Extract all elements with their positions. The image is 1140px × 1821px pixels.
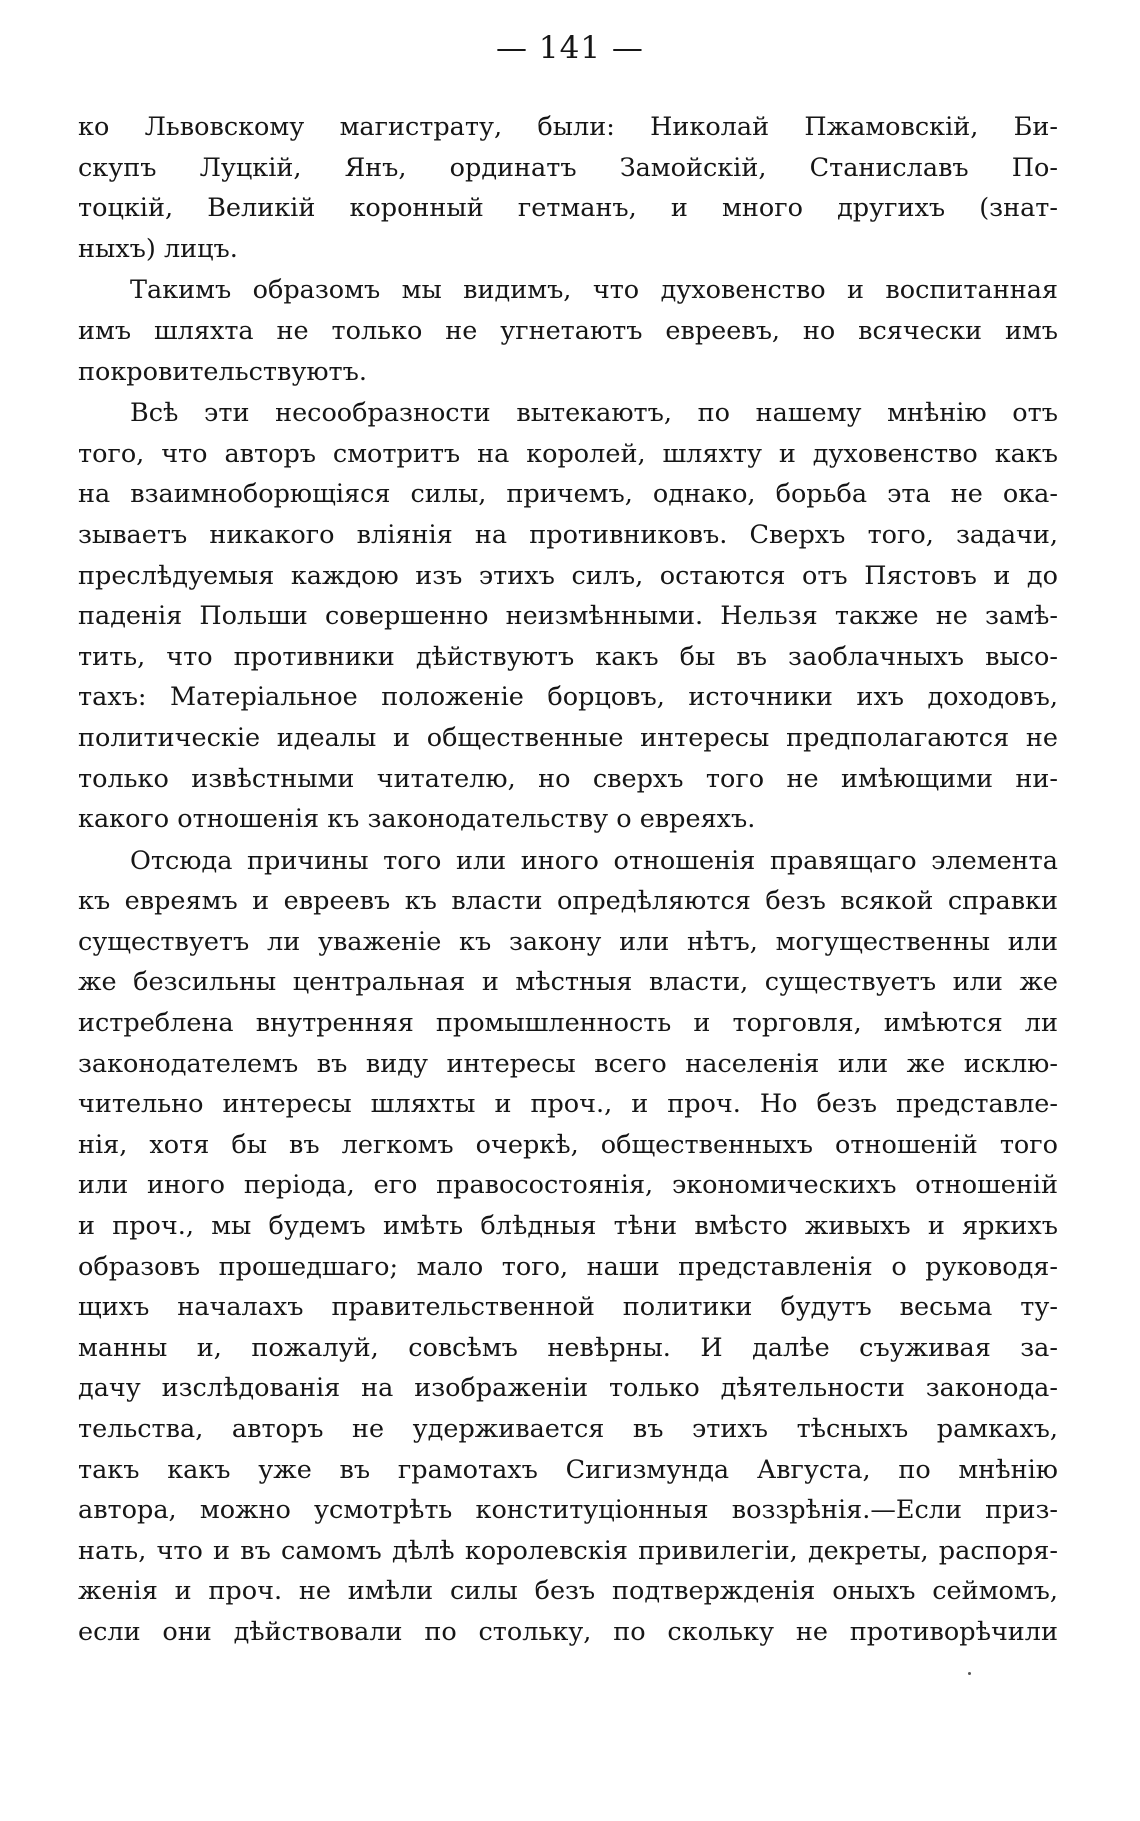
text-line: автора, можно усмотрѣть конституціонныя воззрѣнія.—Если приз- [78,1495,1058,1526]
text-line: преслѣдуемыя каждою изъ этихъ силъ, остаются отъ Пястовъ и до [78,560,1058,591]
text-line: Всѣ эти несообразности вытекаютъ, по нашему мнѣнію отъ [130,398,1058,429]
paragraph-3 [78,393,1058,840]
text-line: существуетъ ли уваженіе къ закону или нѣтъ, могущественны или [78,926,1058,957]
page-number: — 141 — [496,30,644,66]
text-line: скупъ Луцкій, Янъ, ординатъ Замойскій, Станиславъ По- [78,152,1058,183]
text-line: того, что авторъ смотритъ на королей, шляхту и духовенство какъ [78,438,1058,469]
text-line: чительно интересы шляхты и проч., и проч. Но безъ представле- [78,1089,1058,1120]
paragraph-2 [78,270,1058,392]
text-line: законодателемъ въ виду интересы всего населенія или же исклю- [78,1048,1058,1079]
text-line: Отсюда причины того или иного отношенія правящаго элемента [130,845,1058,876]
text-line: или иного періода, его правосостоянія, экономическихъ отношеній [78,1170,1058,1201]
text-line: же безсильны центральная и мѣстныя власти, существуетъ или же [78,967,1058,998]
text-line: такъ какъ уже въ грамотахъ Сигизмунда Августа, по мнѣнію [78,1454,1058,1485]
text-line: тоцкій, Великій коронный гетманъ, и много другихъ (знат- [78,193,1058,224]
text-line: образовъ прошедшаго; мало того, наши представленія о руководя- [78,1251,1058,1282]
print-speck [968,1672,971,1675]
text-line: какого отношенія къ законодательству о евреяхъ. [78,804,756,835]
text-line: зываетъ никакого вліянія на противниковъ. Сверхъ того, задачи, [78,519,1058,550]
text-line: имъ шляхта не только не угнетаютъ евреевъ, но всячески имъ [78,315,1058,346]
text-line: истреблена внутренняя промышленность и торговля, имѣются ли [78,1008,1058,1039]
text-line: на взаимноборющіяся силы, причемъ, однако, борьба эта не ока- [78,479,1058,510]
text-line: покровительствуютъ. [78,356,367,387]
text-line: щихъ началахъ правительственной политики будутъ весьма ту- [78,1292,1058,1323]
text-line: дачу изслѣдованія на изображеніи только дѣятельности законода- [78,1373,1058,1404]
text-line: тельства, авторъ не удерживается въ этихъ тѣсныхъ рамкахъ, [78,1414,1058,1444]
text-line: нать, что и въ самомъ дѣлѣ королевскія привилегіи, декреты, распоря- [78,1535,1058,1566]
text-line: манны и, пожалуй, совсѣмъ невѣрны. И далѣе съуживая за- [78,1332,1058,1363]
text-line: ко Львовскому магистрату, были: Николай Пжамовскій, Би- [78,112,1058,142]
text-line: тахъ: Матеріальное положеніе борцовъ, источники ихъ доходовъ, [78,682,1058,713]
text-line: паденія Польши совершенно неизмѣнными. Нельзя также не замѣ- [78,601,1058,632]
text-line: тить, что противники дѣйствуютъ какъ бы въ заоблачныхъ высо- [78,641,1058,672]
text-line: Такимъ образомъ мы видимъ, что духовенство и воспитанная [130,275,1058,306]
paragraph-4 [78,841,1058,1653]
text-line: только извѣстными читателю, но сверхъ того не имѣющими ни- [78,763,1058,794]
text-line: нія, хотя бы въ легкомъ очеркѣ, общественныхъ отношеній того [78,1129,1058,1160]
body-text [78,107,1058,1653]
text-line: если они дѣйствовали по стольку, по скольку не противорѣчили [78,1616,1058,1647]
text-line: ныхъ) лицъ. [78,233,238,264]
paragraph-1 [78,107,1058,269]
text-line: къ евреямъ и евреевъ къ власти опредѣляются безъ всякой справки [78,886,1058,917]
text-line: политическіе идеалы и общественные интересы предполагаются не [78,722,1058,753]
text-line: женія и проч. не имѣли силы безъ подтвержденія оныхъ сеймомъ, [78,1576,1058,1607]
text-line: и проч., мы будемъ имѣть блѣдныя тѣни вмѣсто живыхъ и яркихъ [78,1211,1058,1242]
